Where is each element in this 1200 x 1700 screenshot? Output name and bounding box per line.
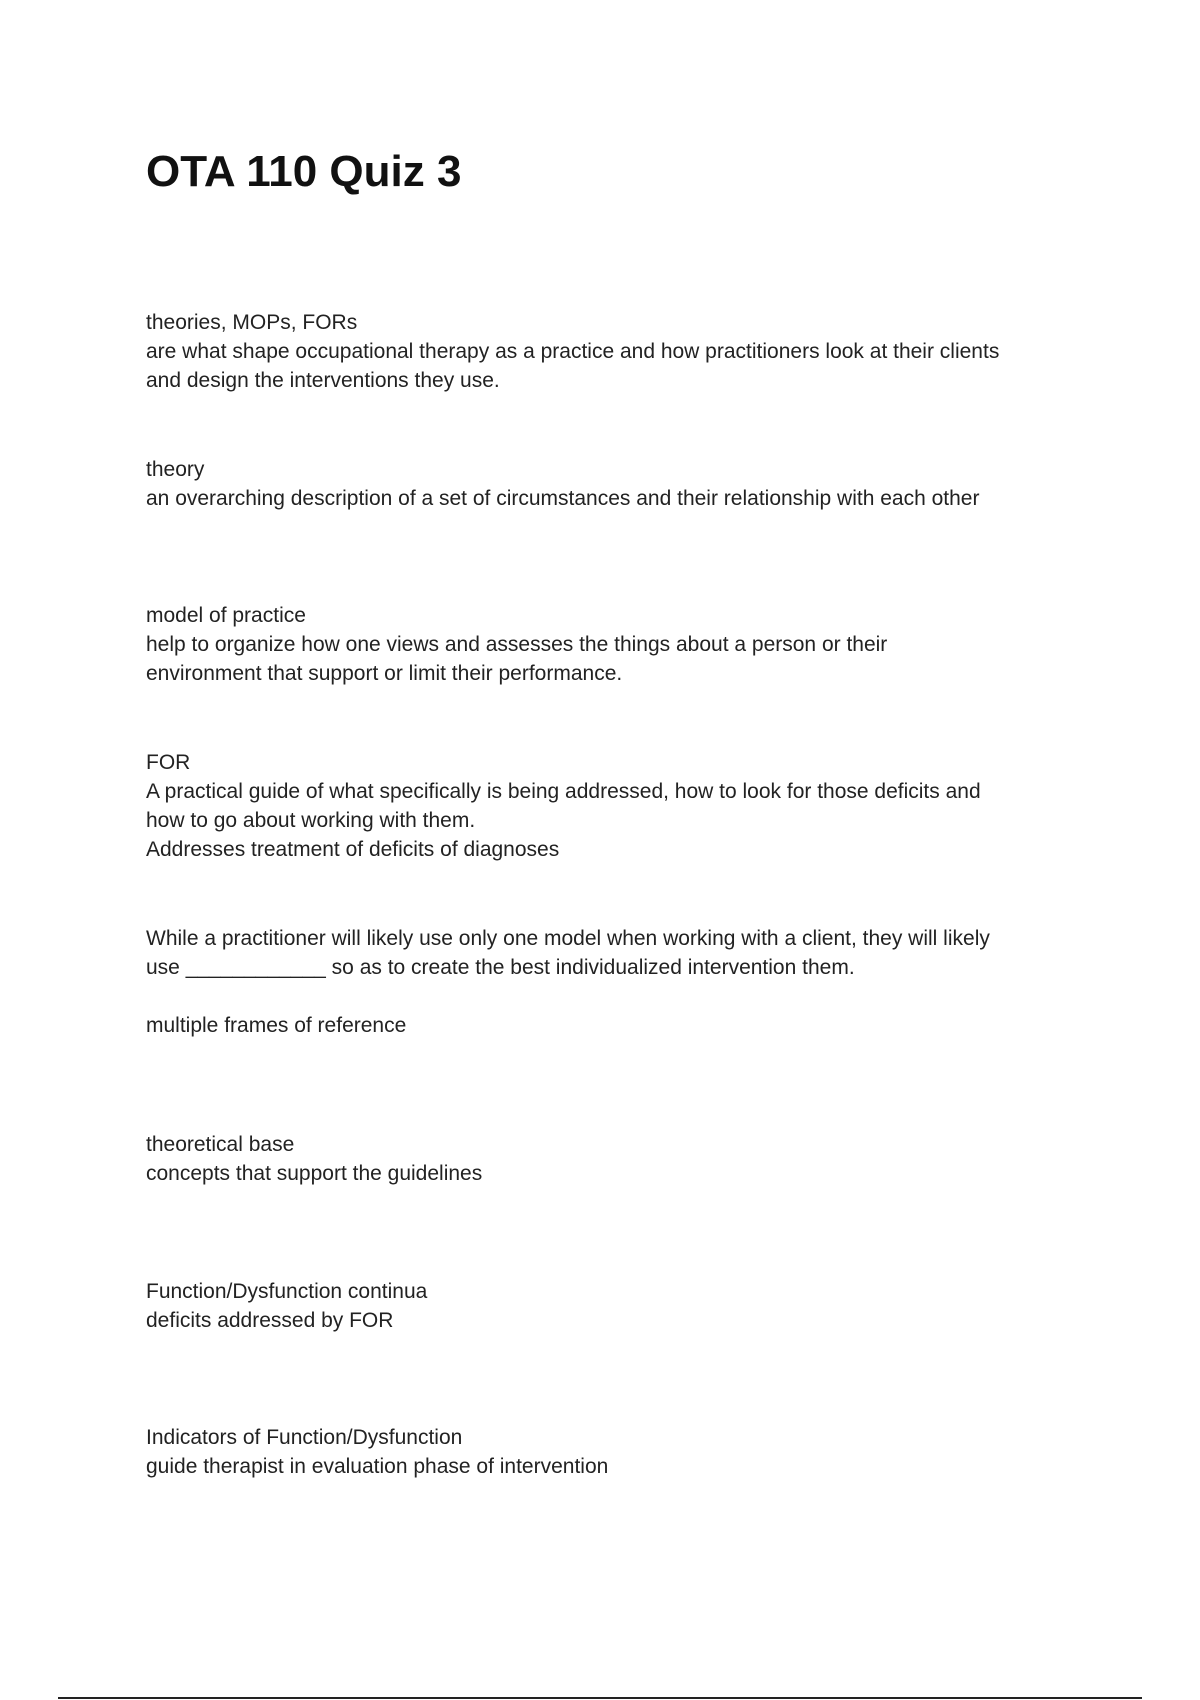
page-bottom-divider bbox=[58, 1697, 1142, 1699]
entry-definition-line: and design the interventions they use. bbox=[146, 369, 500, 392]
entry-term: theory bbox=[146, 458, 205, 481]
entry-definition-line: are what shape occupational therapy as a practice and how practitioners look at their clients bbox=[146, 340, 1000, 363]
entry-term: FOR bbox=[146, 751, 191, 774]
entry-question-line: While a practitioner will likely use only one model when working with a client, they will likely bbox=[146, 927, 990, 950]
flashcard-entry-question bbox=[146, 924, 1076, 1040]
entry-definition-line: environment that support or limit their performance. bbox=[146, 662, 623, 685]
entry-term: Function/Dysfunction continua bbox=[146, 1280, 428, 1303]
entry-definition-line: deficits addressed by FOR bbox=[146, 1309, 394, 1332]
entry-term: theories, MOPs, FORs bbox=[146, 311, 358, 334]
entry-term: theoretical base bbox=[146, 1133, 295, 1156]
flashcard-entry-theory bbox=[146, 455, 1076, 513]
entry-answer: multiple frames of reference bbox=[146, 1014, 407, 1037]
entry-term: model of practice bbox=[146, 604, 306, 627]
flashcard-entry-theoretical-base bbox=[146, 1130, 1076, 1188]
entry-definition-line: an overarching description of a set of circumstances and their relationship with each other bbox=[146, 487, 980, 510]
entry-question-line: use ____________ so as to create the best individualized intervention them. bbox=[146, 956, 855, 979]
flashcard-entry-theories bbox=[146, 308, 1076, 395]
page-title: OTA 110 Quiz 3 bbox=[146, 147, 462, 196]
entry-term: Indicators of Function/Dysfunction bbox=[146, 1426, 463, 1449]
entry-definition-line: A practical guide of what specifically is being addressed, how to look for those deficits and bbox=[146, 780, 981, 803]
entry-definition-line: help to organize how one views and assesses the things about a person or their bbox=[146, 633, 888, 656]
entry-definition-line: guide therapist in evaluation phase of intervention bbox=[146, 1455, 609, 1478]
entry-definition-line: how to go about working with them. bbox=[146, 809, 476, 832]
flashcard-entry-function-dysfunction-continua bbox=[146, 1277, 1076, 1335]
entry-definition-line: Addresses treatment of deficits of diagnoses bbox=[146, 838, 560, 861]
entry-definition-line: concepts that support the guidelines bbox=[146, 1162, 483, 1185]
flashcard-entry-model-of-practice bbox=[146, 601, 1076, 688]
flashcard-entry-for bbox=[146, 748, 1076, 864]
flashcard-entry-indicators bbox=[146, 1423, 1076, 1481]
